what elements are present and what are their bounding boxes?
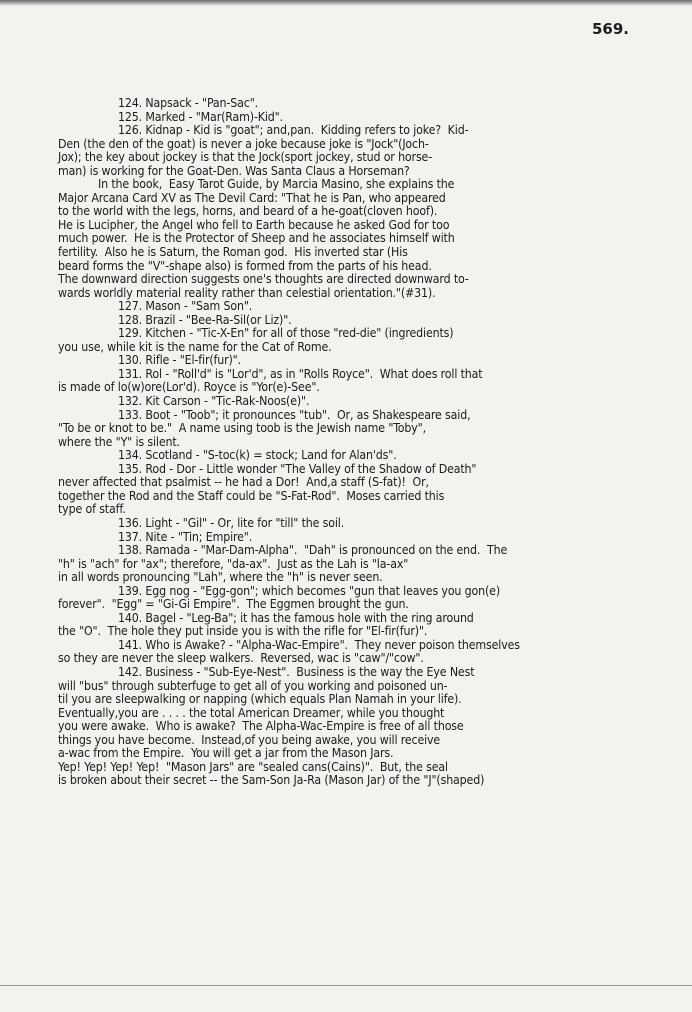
text-line: "To be or knot to be." A name using toob is the Jewish name "Toby",: [58, 421, 426, 436]
text-line: 129. Kitchen - "Tic-X-En" for all of those "red-die" (ingredients): [118, 326, 454, 341]
text-line: 135. Rod - Dor - Little wonder "The Valley of the Shadow of Death": [118, 461, 477, 476]
text-line: 142. Business - "Sub-Eye-Nest". Business is the way the Eye Nest: [118, 664, 475, 679]
text-line: so they are never the sleep walkers. Reversed, wac is "caw"/"cow".: [58, 651, 424, 666]
text-line: 130. Rifle - "El-fir(fur)".: [118, 353, 241, 368]
text-line: 124. Napsack - "Pan-Sac".: [118, 96, 258, 110]
text-line: 128. Brazil - "Bee-Ra-Sil(or Liz)".: [118, 312, 292, 327]
text-line: Jox); the key about jockey is that the Jock(sport jockey, stud or horse-: [58, 150, 433, 165]
text-line: The downward direction suggests one's thoughts are directed downward to-: [58, 272, 469, 287]
text-line: 136. Light - "Gil" - Or, lite for "till" the soil.: [118, 515, 345, 530]
text-line: to the world with the legs, horns, and beard of a he-goat(cloven hoof).: [58, 204, 438, 219]
text-line: 126. Kidnap - Kid is "goat"; and,pan. Kidding refers to joke? Kid-: [118, 123, 469, 138]
text-line: Eventually,you are . . . . the total American Dreamer, while you thought: [58, 705, 445, 720]
text-line: wards worldly material reality rather than celestial orientation."(#31).: [58, 285, 436, 300]
scan-edge: [0, 0, 692, 6]
text-line: 125. Marked - "Mar(Ram)-Kid".: [118, 109, 283, 124]
text-line: will "bus" through subterfuge to get all of you working and poisoned un-: [58, 678, 448, 693]
text-line: where the "Y" is silent.: [58, 434, 180, 449]
text-line: together the Rod and the Staff could be "S-Fat-Rod". Moses carried this: [58, 488, 445, 503]
text-line: Yep! Yep! Yep! Yep! "Mason Jars" are "sealed cans(Cains)". But, the seal: [58, 759, 448, 774]
text-line: forever". "Egg" = "Gi-Gi Empire". The Eggmen brought the gun.: [58, 597, 409, 612]
text-line: 132. Kit Carson - "Tic-Rak-Noos(e)".: [118, 394, 310, 409]
text-line: in all words pronouncing "Lah", where the "h" is never seen.: [58, 570, 383, 585]
text-line: 141. Who is Awake? - "Alpha-Wac-Empire". They never poison themselves: [118, 637, 520, 652]
text-line: "h" is "ach" for "ax"; therefore, "da-ax". Just as the Lah is "la-ax": [58, 556, 409, 571]
text-line: you were awake. Who is awake? The Alpha-Wac-Empire is free of all those: [58, 719, 464, 734]
text-line: 134. Scotland - "S-toc(k) = stock; Land for Alan'ds".: [118, 448, 397, 463]
body-text: [58, 97, 662, 788]
text-line: Den (the den of the goat) is never a joke because joke is "Jock"(Joch-: [58, 136, 429, 151]
text-line: 127. Mason - "Sam Son".: [118, 299, 253, 314]
text-line: a-wac from the Empire. You will get a jar from the Mason Jars.: [58, 746, 394, 761]
text-line: is broken about their secret -- the Sam-Son Ja-Ra (Mason Jar) of the "J"(shaped): [58, 773, 485, 788]
text-line: is made of lo(w)ore(Lor'd). Royce is "Yor(e)-See".: [58, 380, 320, 395]
text-line: type of staff.: [58, 502, 126, 517]
text-line: beard forms the "V"-shape also) is formed from the parts of his head.: [58, 258, 432, 273]
text-line: 139. Egg nog - "Egg-gon"; which becomes "gun that leaves you gon(e): [118, 583, 501, 598]
bottom-rule: [0, 985, 692, 986]
text-line: He is Lucipher, the Angel who fell to Earth because he asked God for too: [58, 217, 450, 232]
text-line: 140. Bagel - "Leg-Ba"; it has the famous hole with the ring around: [118, 610, 474, 625]
text-line: you use, while kit is the name for the Cat of Rome.: [58, 339, 332, 354]
text-line: things you have become. Instead,of you being awake, you will receive: [58, 732, 441, 747]
text-line: man) is working for the Goat-Den. Was Santa Claus a Horseman?: [58, 163, 410, 178]
page-number: 569.: [592, 20, 630, 38]
text-line: 138. Ramada - "Mar-Dam-Alpha". "Dah" is pronounced on the end. The: [118, 543, 508, 558]
text-line: never affected that psalmist -- he had a Dor! And,a staff (S-fat)! Or,: [58, 475, 429, 490]
text-line: 137. Nite - "Tin; Empire".: [118, 529, 253, 544]
text-line: 133. Boot - "Toob"; it pronounces "tub". Or, as Shakespeare said,: [118, 407, 471, 422]
text-line: Major Arcana Card XV as The Devil Card: "That he is Pan, who appeared: [58, 190, 446, 205]
text-line: til you are sleepwalking or napping (which equals Plan Namah in your life).: [58, 692, 462, 707]
text-line: much power. He is the Protector of Sheep and he associates himself with: [58, 231, 455, 246]
text-line: the "O". The hole they put inside you is with the rifle for "El-fir(fur)".: [58, 624, 428, 639]
text-line: In the book, Easy Tarot Guide, by Marcia Masino, she explains the: [98, 177, 455, 192]
text-line: 131. Rol - "Roll'd" is "Lor'd", as in "Rolls Royce". What does roll that: [118, 366, 483, 381]
text-line: fertility. Also he is Saturn, the Roman god. His inverted star (His: [58, 245, 408, 260]
